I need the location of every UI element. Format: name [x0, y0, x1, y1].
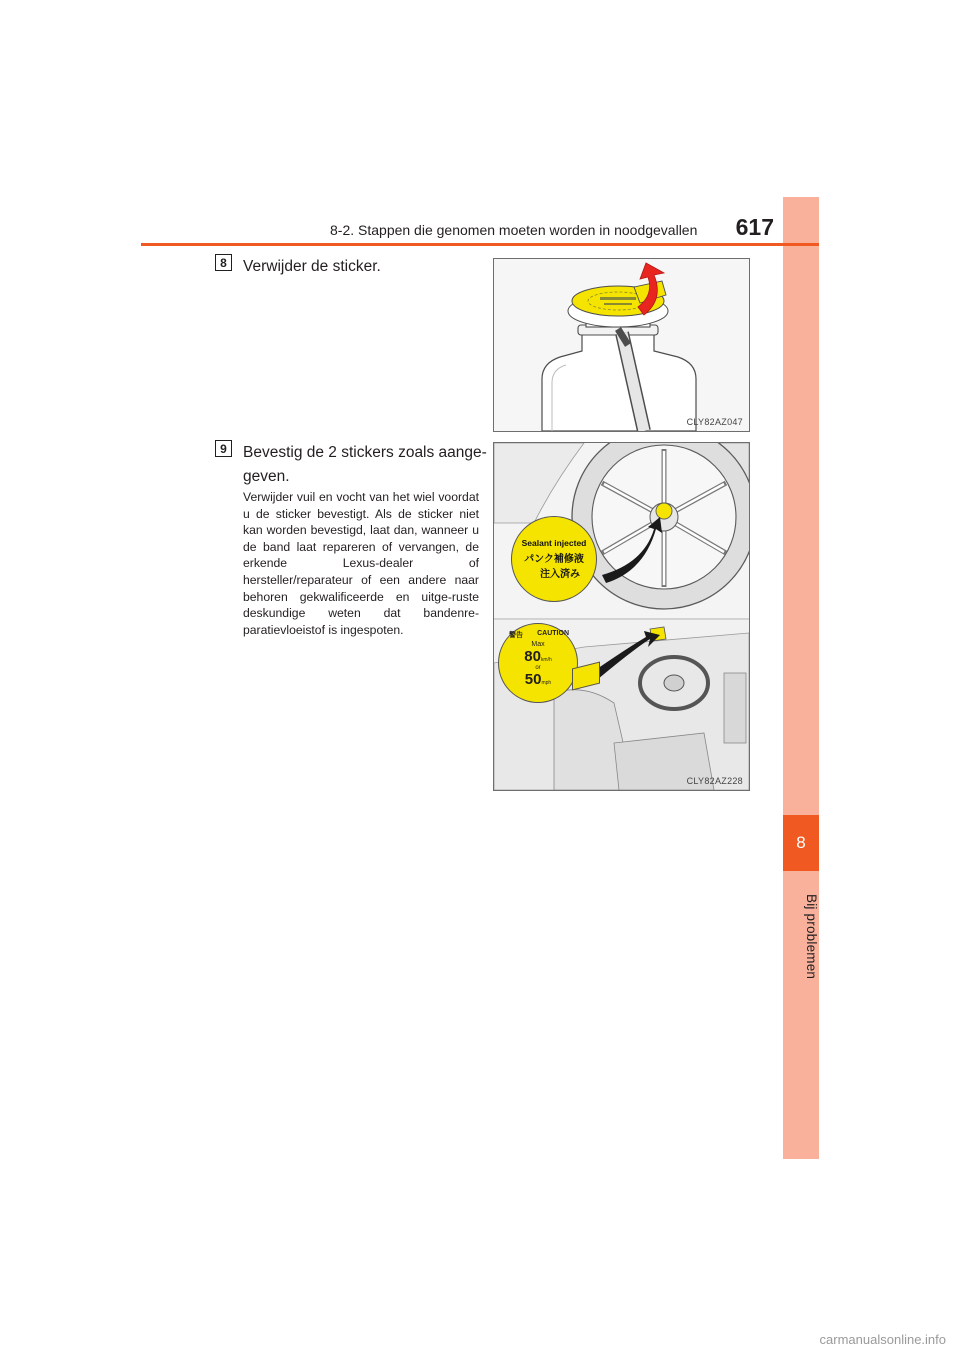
- sticker-line-1: Sealant injected: [521, 538, 587, 548]
- page-number: 617: [735, 214, 774, 240]
- sticker-line-3: 注入済み: [540, 569, 580, 580]
- bottle-illustration: [494, 259, 749, 431]
- figure-attach-stickers: [493, 442, 750, 791]
- chapter-side-tab: [783, 197, 819, 1159]
- step-9-text-line1: Bevestig de 2 stickers zoals aange-: [243, 444, 487, 461]
- step-number-8: 8: [215, 254, 232, 271]
- step-8-text: Verwijder de sticker.: [243, 258, 381, 275]
- sealant-injected-sticker: [511, 516, 597, 602]
- caution-warning-jp: 警告: [509, 632, 523, 639]
- chapter-number: 8: [796, 833, 806, 852]
- caution-label: CAUTION: [537, 630, 569, 637]
- site-watermark: carmanualsonline.info: [819, 1332, 946, 1347]
- caution-or: or: [535, 665, 541, 671]
- caution-speed-sticker: [498, 623, 578, 703]
- caution-max-label: Max: [531, 641, 545, 648]
- section-header-title: 8-2. Stappen die genomen moeten worden in noodgevallen: [330, 222, 698, 238]
- caution-unit-mph: mph: [541, 680, 552, 686]
- step-9-subtext: Verwijder vuil en vocht van het wiel voordat u de sticker bevestigt. Als de sticker niet kan worden bevestigd, laat dan, wanneer u de band laat repareren of vervangen, de erkende Lexus-dealer of hersteller/reparateur of een andere naar behoren gekwalificeerde en uitge-ruste deskundige weten dat bandenre-paratievloeistof is ingespoten.: [243, 490, 479, 637]
- chapter-label: Bij problemen: [804, 894, 819, 980]
- figure-remove-sticker: [493, 258, 750, 432]
- sticker-line-2: パンク補修液: [524, 554, 584, 565]
- caution-speed-mph: 50: [524, 671, 542, 688]
- step-9-text-line2: geven.: [243, 468, 290, 485]
- figure-code: CLY82AZ047: [686, 417, 743, 427]
- caution-speed-kmh: 80: [524, 648, 541, 665]
- header-rule: [141, 243, 819, 246]
- chapter-number-box: [783, 815, 819, 871]
- figure-code: CLY82AZ228: [686, 776, 743, 786]
- wheel-and-interior-illustration: [494, 443, 749, 790]
- step-number-9: 9: [215, 440, 232, 457]
- caution-unit-kmh: km/h: [540, 657, 552, 663]
